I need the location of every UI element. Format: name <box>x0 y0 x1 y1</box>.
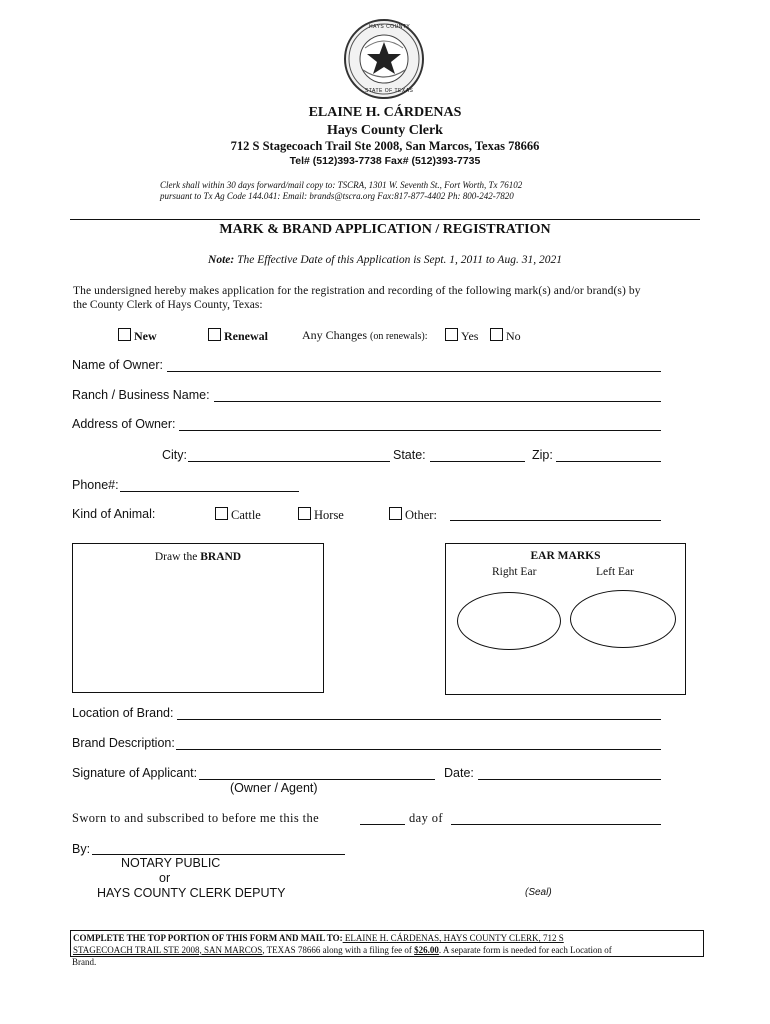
owner-name-line[interactable] <box>167 371 661 372</box>
sworn-month-line[interactable] <box>451 824 661 825</box>
notice-line-2: pursuant to Tx Ag Code 144.041: Email: brands@tscra.org Fax:817-877-4402 Ph: 800-242-7820 <box>160 191 514 201</box>
brand-description-label: Brand Description: <box>72 736 175 750</box>
owner-address-line[interactable] <box>179 430 661 431</box>
brand-location-label: Location of Brand: <box>72 706 174 720</box>
mailing-instructions-box <box>70 930 704 957</box>
intro-line-2: the County Clerk of Hays County, Texas: <box>73 299 263 311</box>
clerk-deputy-label: HAYS COUNTY CLERK DEPUTY <box>97 886 286 900</box>
zip-label: Zip: <box>532 448 553 462</box>
note-label: Note: <box>208 254 235 266</box>
option-no[interactable] <box>490 328 521 344</box>
ear-marks-box <box>445 543 686 695</box>
kind-of-animal-label: Kind of Animal: <box>72 507 156 521</box>
phone-label: Phone#: <box>72 478 119 492</box>
brand-description-line[interactable] <box>176 749 661 750</box>
note-text: The Effective Date of this Application is Sept. 1, 2011 to Aug. 31, 2021 <box>237 254 562 266</box>
left-ear-label: Left Ear <box>596 566 634 578</box>
other-checkbox[interactable] <box>389 507 402 520</box>
mailing-line-2: STAGECOACH TRAIL STE 2008, SAN MARCOS, TEXAS 78666 along with a filing fee of $26.00. A separate form is needed for each Location of <box>73 944 612 955</box>
yes-checkbox[interactable] <box>445 328 458 341</box>
mailing-line-1: COMPLETE THE TOP PORTION OF THIS FORM AND MAIL TO: ELAINE H. CÁRDENAS, HAYS COUNTY CLERK, 712 S <box>73 933 564 943</box>
right-ear-drawing[interactable] <box>457 592 561 650</box>
other-line[interactable] <box>450 520 661 521</box>
effective-date-note <box>0 254 770 266</box>
signature-label: Signature of Applicant: <box>72 766 198 780</box>
renewal-checkbox[interactable] <box>208 328 221 341</box>
brand-location-line[interactable] <box>177 719 661 720</box>
owner-agent-label: (Owner / Agent) <box>230 781 318 795</box>
intro-line-1: The undersigned hereby makes application for the registration and recording of the following mark(s) and/or brand(s) by <box>73 285 641 297</box>
owner-address-label: Address of Owner: <box>72 417 176 431</box>
option-renewal[interactable] <box>208 328 268 344</box>
or-label: or <box>159 871 171 885</box>
brand-box-label: Draw the BRAND <box>154 551 242 563</box>
any-changes-label: Any Changes (on renewals): <box>302 328 428 342</box>
cattle-checkbox[interactable] <box>215 507 228 520</box>
date-line[interactable] <box>478 779 661 780</box>
ear-marks-title: EAR MARKS <box>530 550 601 562</box>
date-label: Date: <box>444 766 474 780</box>
clerk-phones: Tel# (512)393-7738 Fax# (512)393-7735 <box>289 155 481 167</box>
option-other[interactable] <box>389 507 437 523</box>
form-title: MARK & BRAND APPLICATION / REGISTRATION <box>219 222 551 237</box>
no-checkbox[interactable] <box>490 328 503 341</box>
sworn-text: Sworn to and subscribed to before me this the <box>72 811 320 825</box>
notary-public-label: NOTARY PUBLIC <box>121 856 221 870</box>
cattle-label: Cattle <box>231 508 261 522</box>
option-yes[interactable] <box>445 328 478 344</box>
seal-top-text: HAYS COUNTY <box>369 24 411 30</box>
brand-drawing-box[interactable] <box>72 543 324 693</box>
city-line[interactable] <box>188 461 390 462</box>
day-of-label: day of <box>409 811 443 825</box>
right-ear-label: Right Ear <box>492 566 537 578</box>
phone-line[interactable] <box>120 491 299 492</box>
new-label: New <box>134 329 157 343</box>
header-divider <box>70 219 700 220</box>
option-horse[interactable] <box>298 507 344 523</box>
sworn-day-line[interactable] <box>360 824 405 825</box>
other-label: Other: <box>405 508 437 522</box>
no-label: No <box>506 329 521 343</box>
owner-name-label: Name of Owner: <box>72 358 164 372</box>
clerk-name: ELAINE H. CÁRDENAS <box>308 105 462 120</box>
option-cattle[interactable] <box>215 507 261 523</box>
signature-line[interactable] <box>199 779 435 780</box>
clerk-office: Hays County Clerk <box>327 123 443 138</box>
ranch-name-label: Ranch / Business Name: <box>72 388 210 402</box>
seal-label: (Seal) <box>525 887 552 898</box>
renewal-label: Renewal <box>224 329 268 343</box>
clerk-address: 712 S Stagecoach Trail Ste 2008, San Marcos, Texas 78666 <box>230 139 540 153</box>
left-ear-drawing[interactable] <box>570 590 676 648</box>
ranch-name-line[interactable] <box>214 401 661 402</box>
seal-bottom-text: STATE OF TEXAS <box>365 88 414 94</box>
by-label: By: <box>72 842 91 856</box>
state-label: State: <box>393 448 426 462</box>
notice-line-1: Clerk shall within 30 days forward/mail copy to: TSCRA, 1301 W. Seventh St., Fort Worth, Tx 76102 <box>160 180 523 190</box>
notary-signature-line[interactable] <box>92 854 345 855</box>
state-line[interactable] <box>430 461 525 462</box>
new-checkbox[interactable] <box>118 328 131 341</box>
horse-label: Horse <box>314 508 344 522</box>
mailing-line-3: Brand. <box>72 957 97 967</box>
county-seal <box>343 18 425 100</box>
city-label: City: <box>162 448 187 462</box>
yes-label: Yes <box>461 329 479 343</box>
option-new[interactable] <box>118 328 157 344</box>
zip-line[interactable] <box>556 461 661 462</box>
horse-checkbox[interactable] <box>298 507 311 520</box>
